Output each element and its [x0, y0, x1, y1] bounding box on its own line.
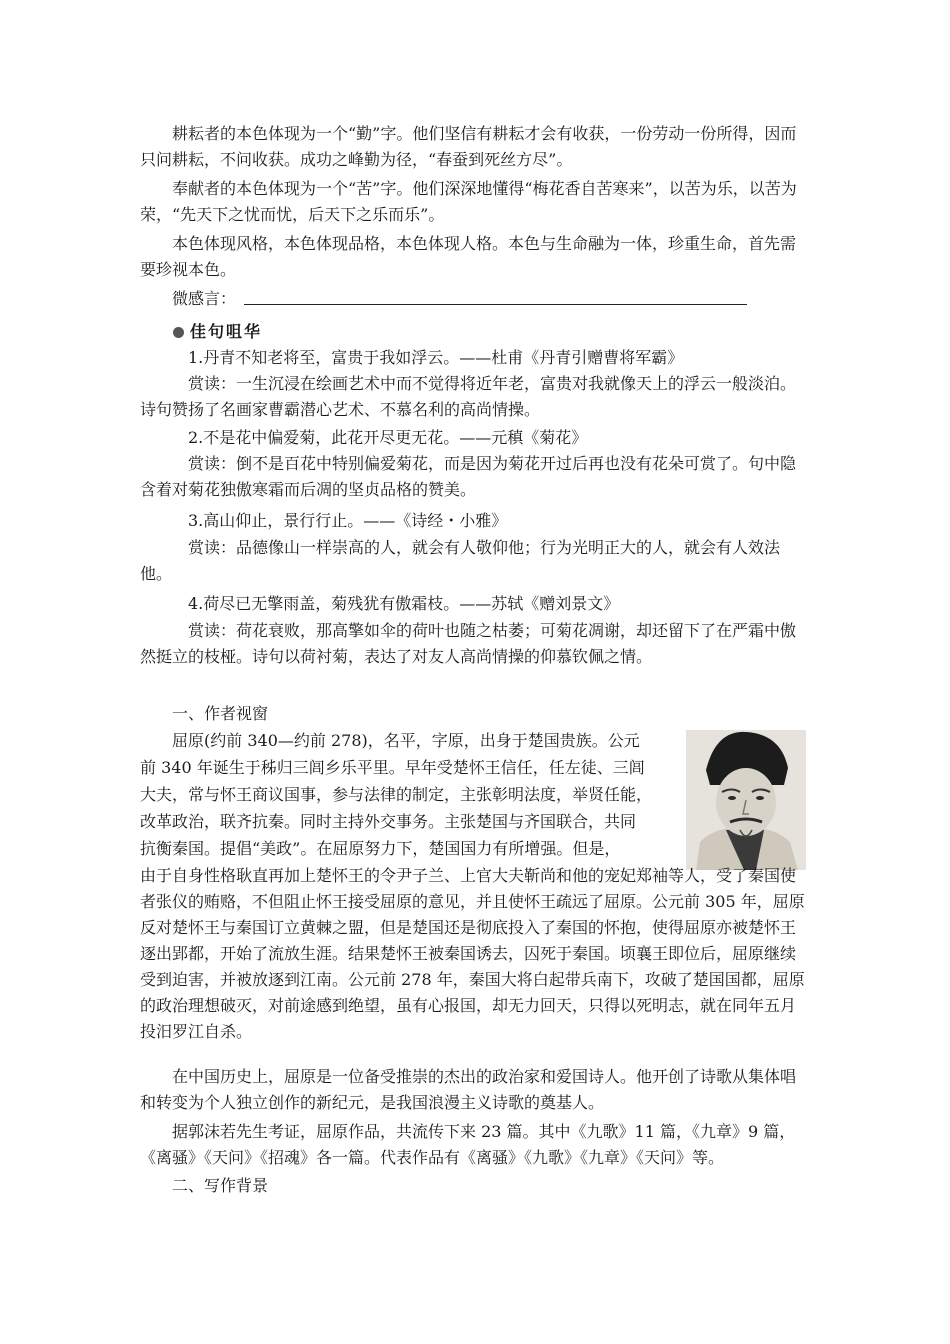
intro-paragraph-1: 耕耘者的本色体现为一个“勤”字。他们坚信有耕耘才会有收获，一份劳动一份所得，因而只问耕耘，不问收获。成功之峰勤为径，“春蚕到死丝方尽”。: [140, 124, 797, 169]
author-bio-continued: 由于自身性格耿直再加上楚怀王的令尹子兰、上官大夫靳尚和他的宠妃郑袖等人，受了秦国使者张仪的贿赂，不但阻止怀王接受屈原的意见，并且使怀王疏远了屈原。公元前 305 年，屈原反对楚怀王与秦国订立黄棘之盟，但是楚国还是彻底投入了秦国的怀抱，使得屈原亦被楚怀王逐出郢都，开始了流放生涯。结果楚怀王被秦国诱去，囚死于秦国。顷襄王即位后，屈原继续受到迫害，并被放逐到江南。公元前 278 年，秦国大将白起带兵南下，攻破了楚国国都，屈原的政治理想破灭，对前途感到绝望，虽有心报国，却无力回天，只得以死明志，就在同年五月投汨罗江自杀。: [140, 866, 805, 1041]
author-paragraph-2: 在中国历史上，屈原是一位备受推崇的杰出的政治家和爱国诗人。他开创了诗歌从集体唱和转变为个人独立创作的新纪元，是我国浪漫主义诗歌的奠基人。: [140, 1067, 797, 1112]
quote-1: 1.丹青不知老将至，富贵于我如浮云。——杜甫《丹青引赠曹将军霸》: [188, 348, 684, 367]
quote-3-note: 赏读：品德像山一样崇高的人，就会有人敬仰他；行为光明正大的人，就会有人效法他。: [140, 538, 781, 583]
background-section-heading: 二、写作背景: [172, 1176, 269, 1195]
qu-yuan-portrait: [686, 730, 806, 870]
quote-2-note: 赏读：倒不是百花中特别偏爱菊花，而是因为菊花开过后再也没有花朵可赏了。句中隐含着对菊花独傲寒霜而后凋的坚贞品格的赞美。: [140, 454, 797, 499]
comment-label: 微感言：: [172, 289, 237, 308]
quote-2: 2.不是花中偏爱菊，此花开尽更无花。——元稹《菊花》: [188, 428, 588, 447]
quotes-section-heading: [173, 320, 262, 344]
quote-1-note: 赏读：一生沉浸在绘画艺术中而不觉得将近年老，富贵对我就像天上的浮云一般淡泊。诗句赞扬了名画家曹霸潜心艺术、不慕名利的高尚情操。: [140, 374, 797, 419]
quote-4-note: 赏读：荷花衰败，那高擎如伞的荷叶也随之枯萎；可菊花凋谢，却还留下了在严霜中傲然挺立的枝桠。诗句以荷衬菊，表达了对友人高尚情操的仰慕钦佩之情。: [140, 621, 797, 666]
quotes-heading-text: 佳句咀华: [190, 322, 263, 341]
comment-blank-line[interactable]: [244, 304, 747, 305]
bullet-icon: [173, 327, 184, 338]
author-bio-line: 抗衡秦国。提倡“美政”。在屈原努力下，楚国国力有所增强。但是，: [140, 839, 621, 858]
author-section-heading: 一、作者视窗: [172, 704, 269, 723]
intro-paragraph-2: 奉献者的本色体现为一个“苦”字。他们深深地懂得“梅花香自苦寒来”，以苦为乐，以苦为荣，“先天下之忧而忧，后天下之乐而乐”。: [140, 179, 797, 224]
author-bio-line: 大夫，常与怀王商议国事，参与法律的制定，主张彰明法度，举贤任能，: [140, 785, 653, 804]
author-paragraph-3: 据郭沫若先生考证，屈原作品，共流传下来 23 篇。其中《九歌》11 篇，《九章》9 篇，《离骚》《天问》《招魂》各一篇。代表作品有《离骚》《九歌》《九章》《天问》等。: [140, 1122, 796, 1167]
quote-4: 4.荷尽已无擎雨盖，菊残犹有傲霜枝。——苏轼《赠刘景文》: [188, 594, 620, 613]
author-bio-line: 改革政治，联齐抗秦。同时主持外交事务。主张楚国与齐国联合，共同: [140, 812, 637, 831]
portrait-image: [686, 730, 806, 870]
quote-3: 3.高山仰止，景行行止。——《诗经・小雅》: [188, 511, 508, 530]
intro-paragraph-3: 本色体现风格，本色体现品格，本色体现人格。本色与生命融为一体，珍重生命，首先需要珍视本色。: [140, 234, 797, 279]
author-bio-line: 前 340 年诞生于秭归三闾乡乐平里。早年受楚怀王信任，任左徒、三闾: [140, 758, 645, 777]
author-bio-line: 屈原(约前 340—约前 278)，名平，字原，出身于楚国贵族。公元: [172, 731, 640, 750]
